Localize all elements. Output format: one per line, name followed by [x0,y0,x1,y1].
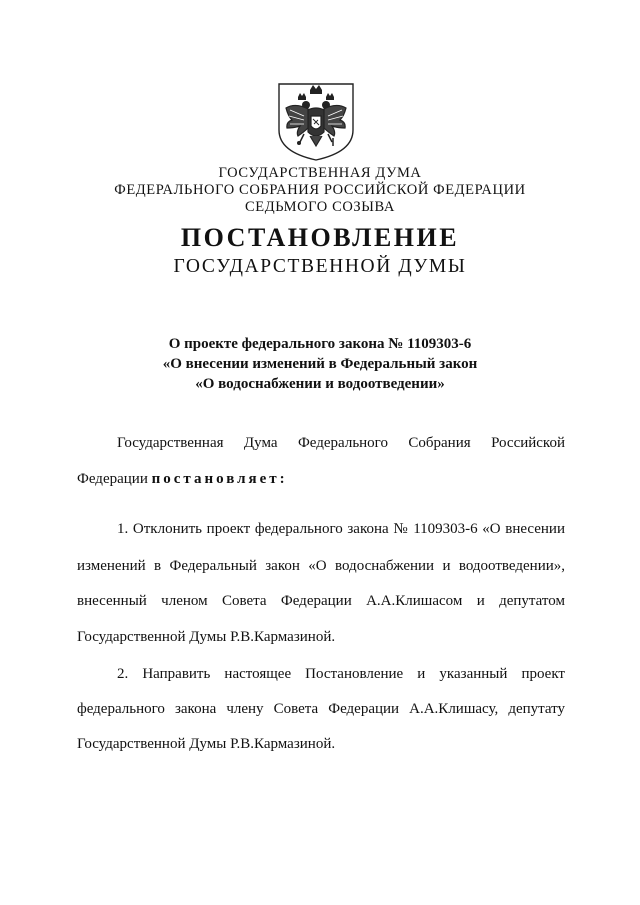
org-name-line1: ГОСУДАРСТВЕННАЯ ДУМА [218,165,422,181]
item2-line1: 2. Направить настоящее Постановление и указанный проект [117,666,565,682]
preamble-line2 [77,469,288,489]
convocation-line: СЕДЬМОГО СОЗЫВА [245,199,395,215]
subject-line1: О проекте федерального закона № 1109303-6 [168,336,472,352]
preamble-line1: Государственная Дума Федерального Собрания Российской [117,435,565,451]
item2-line2: федерального закона члену Совета Федерации А.А.Клишасу, депутату [77,701,565,717]
item1-line1: 1. Отклонить проект федерального закона № 1109303-6 «О внесении [117,521,565,537]
document-issuer-subtitle: ГОСУДАРСТВЕННОЙ ДУМЫ [173,256,467,277]
item1-line2: изменений в Федеральный закон «О водоснабжении и водоотведении», [77,558,565,574]
item1-line4: Государственной Думы Р.В.Кармазиной. [77,629,336,645]
org-name-line2: ФЕДЕРАЛЬНОГО СОБРАНИЯ РОССИЙСКОЙ ФЕДЕРАЦИИ [114,182,526,198]
subject-line2: «О внесении изменений в Федеральный закон [162,356,478,372]
document-type-title: ПОСТАНОВЛЕНИЕ [180,223,460,252]
coat-of-arms-icon [274,80,358,162]
subject-line3: «О водоснабжении и водоотведении» [195,376,445,392]
resolves-keyword: постановляет: [151,471,288,487]
item2-line3: Государственной Думы Р.В.Кармазиной. [77,736,336,752]
preamble-prefix: Федерации [77,471,152,487]
item1-line3: внесенный членом Совета Федерации А.А.Клишасом и депутатом [77,593,565,609]
